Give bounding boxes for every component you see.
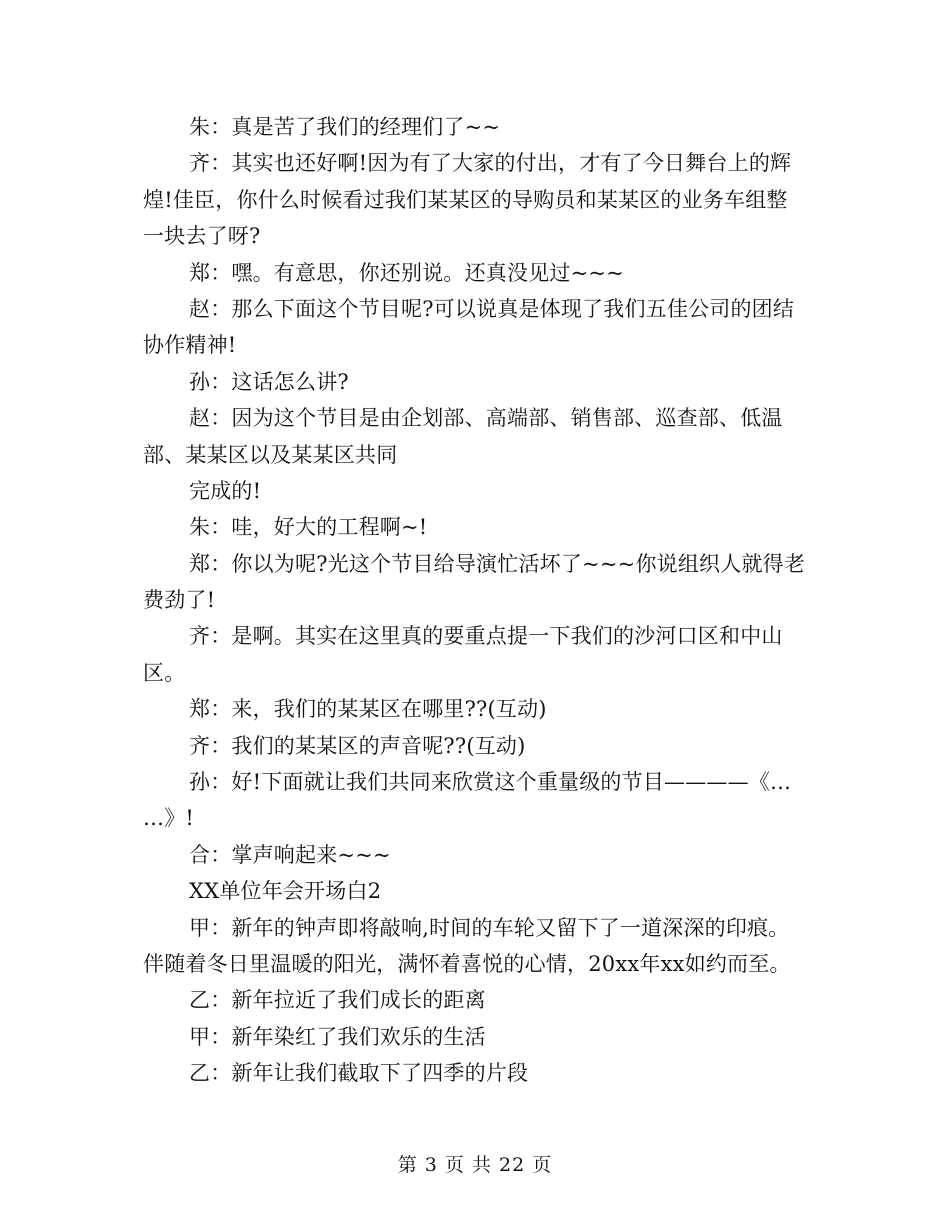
text-line: 孙：这话怎么讲? [189, 369, 349, 394]
text-line: 乙：新年让我们截取下了四季的片段 [189, 1061, 529, 1086]
text-line: 合：掌声响起来~~~ [189, 842, 391, 867]
document-body [143, 109, 807, 1092]
page-footer: 第 3 页 共 22 页 [397, 1154, 553, 1176]
text-line: 孙：好!下面就让我们共同来欣赏这个重量级的节目————《… [189, 770, 792, 795]
text-line: 区。 [143, 660, 186, 685]
text-line: 甲：新年染红了我们欢乐的生活 [189, 1024, 486, 1049]
text-line: 赵：那么下面这个节目呢?可以说真是体现了我们五佳公司的团结 [189, 296, 795, 321]
text-line: 赵：因为这个节目是由企划部、高端部、销售部、巡查部、低温 [189, 406, 783, 431]
text-line: 齐：是啊。其实在这里真的要重点提一下我们的沙河口区和中山 [189, 624, 783, 649]
text-line: XX单位年会开场白2 [189, 879, 382, 904]
text-line: 完成的! [189, 478, 262, 503]
text-line: 甲：新年的钟声即将敲响,时间的车轮又留下了一道深深的印痕。 [189, 915, 790, 940]
text-line: 费劲了! [143, 588, 216, 613]
text-line: 伴随着冬日里温暖的阳光，满怀着喜悦的心情，20xx年xx如约而至。 [143, 951, 791, 976]
text-line: 一块去了呀? [143, 224, 261, 249]
text-line: 乙：新年拉近了我们成长的距离 [189, 988, 486, 1013]
text-line: 齐：其实也还好啊!因为有了大家的付出，才有了今日舞台上的辉 [189, 151, 792, 176]
text-line: 齐：我们的某某区的声音呢??(互动) [189, 733, 526, 758]
text-line: 朱：真是苦了我们的经理们了~~ [189, 115, 501, 139]
text-line: 郑：嘿。有意思，你还别说。还真没见过~~~ [189, 260, 624, 285]
text-line: 朱：哇，好大的工程啊~! [189, 515, 428, 540]
text-line: 郑：来，我们的某某区在哪里??(互动) [189, 697, 547, 722]
text-line: 部、某某区以及某某区共同 [143, 442, 398, 467]
text-line: …》! [143, 806, 195, 831]
text-line: 郑：你以为呢?光这个节目给导演忙活坏了~~~你说组织人就得老 [189, 551, 806, 576]
text-line: 煌!佳臣，你什么时候看过我们某某区的导购员和某某区的业务车组整 [143, 187, 788, 212]
text-line: 协作精神! [143, 333, 237, 358]
